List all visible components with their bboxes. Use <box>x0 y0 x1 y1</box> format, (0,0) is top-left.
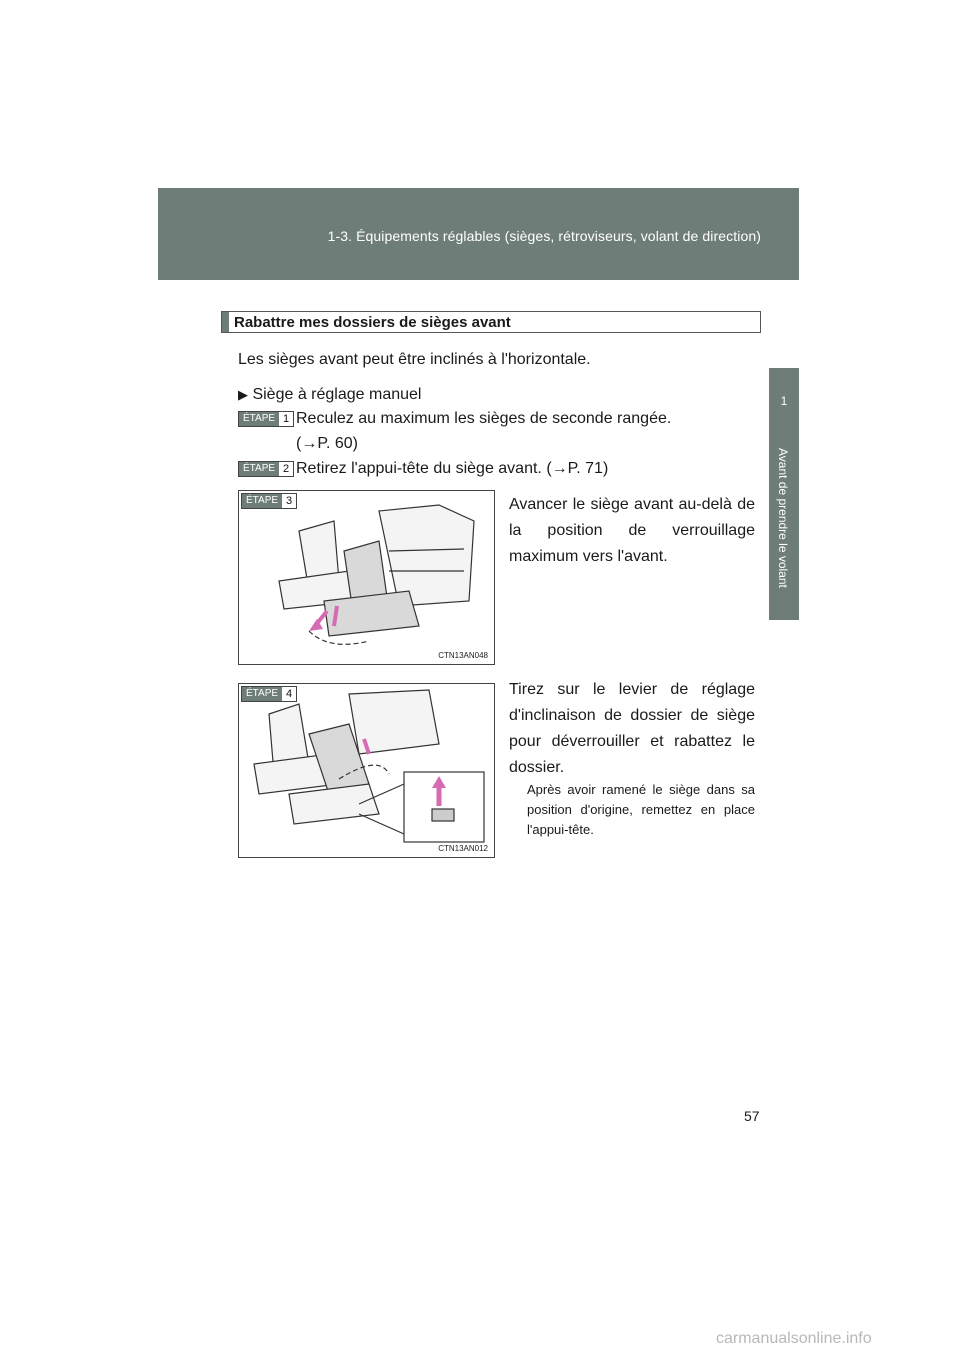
chapter-tab <box>769 368 799 438</box>
figure-code: CTN13AN012 <box>438 844 488 853</box>
section-title: Rabattre mes dossiers de sièges avant <box>234 314 511 331</box>
step-1-text: Reculez au maximum les sièges de seconde rangée. <box>296 410 672 427</box>
step-1-ref: (→P. 60) <box>296 435 358 452</box>
triangle-bullet-icon: ▶ <box>238 387 248 402</box>
chapter-label: Avant de prendre le volant <box>776 448 790 588</box>
title-accent-bar <box>222 312 229 332</box>
section-title-box <box>221 311 761 333</box>
sub-heading <box>238 383 421 407</box>
section-header: 1-3. Équipements réglables (sièges, rétroviseurs, volant de direction) <box>327 228 761 244</box>
step-badge-3: ÉTAPE 3 <box>241 493 297 509</box>
intro-text: Les sièges avant peut être inclinés à l'horizontale. <box>238 351 591 368</box>
page-number: 57 <box>744 1108 760 1124</box>
seatback-fold-illustration <box>239 684 494 857</box>
step-3-figure <box>238 490 495 665</box>
step-badge-4: ÉTAPE 4 <box>241 686 297 702</box>
step-2-text: Retirez l'appui-tête du siège avant. (→P. 71) <box>296 460 609 477</box>
step-badge-1: ÉTAPE 1 <box>238 411 294 427</box>
step-badge-2: ÉTAPE 2 <box>238 461 294 477</box>
step-4-text: Tirez sur le levier de réglage d'inclinaison de dossier de siège pour déverrouiller et rabattez le dossier. <box>509 681 755 776</box>
step-3-text: Avancer le siège avant au-delà de la position de verrouillage maximum vers l'avant. <box>509 496 755 565</box>
step-4-note: Après avoir ramené le siège dans sa position d'origine, remettez en place l'appui-tête. <box>527 782 755 837</box>
chapter-number: 1 <box>780 394 788 408</box>
sub-heading-text: Siège à réglage manuel <box>252 386 422 403</box>
watermark: carmanualsonline.info <box>716 1330 872 1347</box>
figure-code: CTN13AN048 <box>438 651 488 660</box>
seat-forward-illustration <box>239 491 494 664</box>
header-band <box>158 188 799 280</box>
step-4-figure <box>238 683 495 858</box>
